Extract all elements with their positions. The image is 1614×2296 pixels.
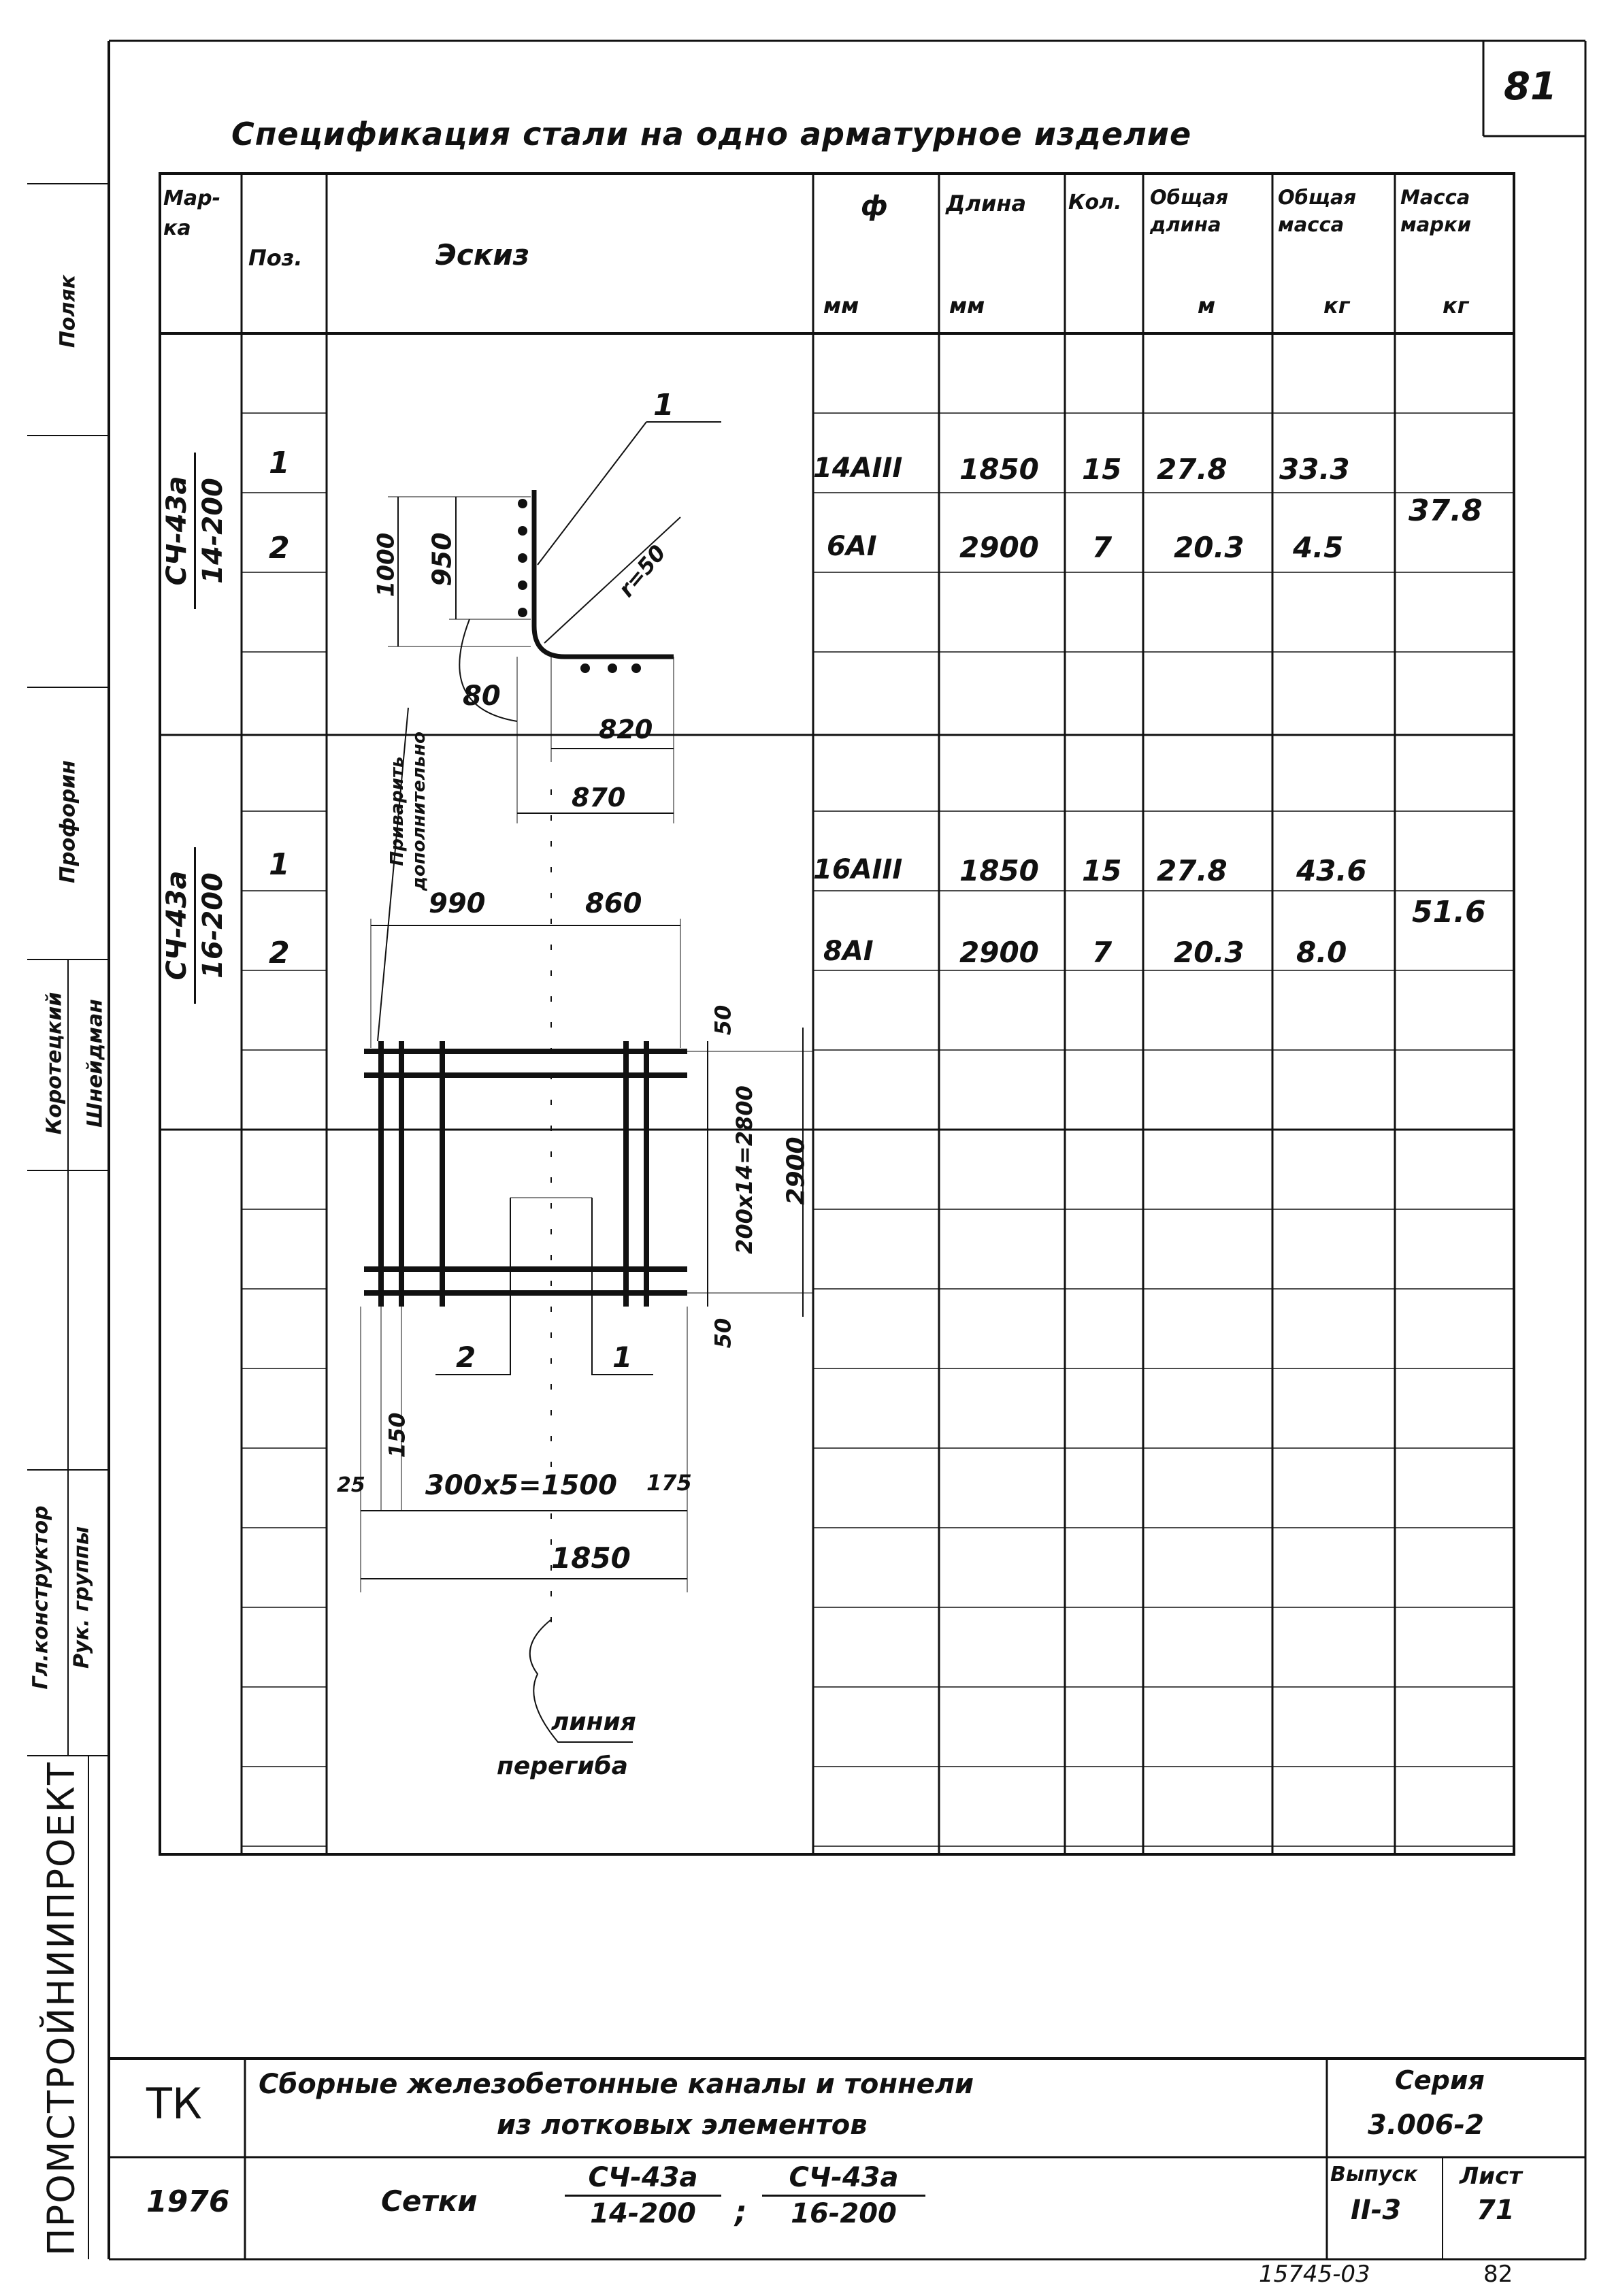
col-header-total-mass: Общая масса [1278, 186, 1357, 236]
group-2-marka-top: СЧ-43а [160, 847, 196, 1004]
col-header-diam: ф [861, 191, 888, 222]
group-1-marka-top: СЧ-43а [160, 453, 196, 609]
g2-r1-qty: 15 [1082, 854, 1122, 887]
g1-mark-mass: 37.8 [1409, 493, 1483, 528]
col-header-diam-unit: мм [823, 293, 859, 318]
footer-frac1-bottom: 14-200 [590, 2198, 696, 2229]
g1-r1-diam: 14АIII [813, 453, 903, 484]
col-header-total-length: Общая длина [1150, 186, 1229, 236]
stamp-org: ПРОМСТРОЙНИИПРОЕКТ [39, 1761, 83, 2256]
dim-50b: 50 [710, 1317, 736, 1349]
footer-sheet-value: 71 [1477, 2195, 1515, 2226]
g1-r1-total-length: 27.8 [1157, 453, 1228, 486]
footer-bottom-code: 15745-03 [1259, 2261, 1370, 2288]
g1-r1-qty: 15 [1082, 453, 1122, 486]
dim-1850: 1850 [551, 1541, 631, 1575]
dim-870: 870 [572, 783, 626, 813]
g1-r1-length: 1850 [959, 453, 1039, 486]
g2-r2-poz: 2 [269, 936, 290, 970]
sketch-pos1: 1 [612, 1341, 633, 1374]
dim-300x5: 300x5=1500 [425, 1470, 617, 1501]
footer-year: 1976 [146, 2184, 230, 2219]
dim-r50: r=50 [613, 540, 672, 602]
g1-r2-poz: 2 [269, 531, 290, 565]
sketch-bend-line-1: линия [551, 1708, 636, 1736]
col-header-length-unit: мм [949, 293, 985, 318]
group-1-marka [160, 453, 242, 609]
dim-150: 150 [384, 1412, 410, 1458]
g2-r2-total-length: 20.3 [1174, 936, 1245, 969]
dim-860: 860 [585, 888, 642, 919]
col-header-eskiz: Эскиз [435, 238, 530, 272]
col-header-mark-mass: Масса марки [1400, 186, 1472, 236]
g2-r2-qty: 7 [1092, 936, 1113, 969]
col-header-qty: Кол. [1068, 191, 1122, 214]
col-header-total-mass-unit: кг [1323, 293, 1350, 318]
dim-80: 80 [463, 680, 501, 712]
sketch-pos1-top: 1 [653, 388, 674, 423]
footer-separator: ; [735, 2195, 747, 2229]
dim-175: 175 [646, 1470, 692, 1496]
g2-r1-total-length: 27.8 [1157, 854, 1228, 887]
g2-r1-poz: 1 [269, 847, 290, 882]
g1-r2-total-mass: 4.5 [1293, 531, 1344, 564]
footer-subtitle: Сетки [381, 2184, 478, 2218]
dim-1000: 1000 [372, 532, 400, 597]
sketch-bend-line-2: перегиба [497, 1752, 628, 1780]
col-header-length: Длина [946, 191, 1027, 216]
footer-frac2-bottom: 16-200 [791, 2198, 897, 2229]
g1-r2-length: 2900 [959, 531, 1039, 564]
col-header-mark-mass-unit: кг [1443, 293, 1469, 318]
group-1-marka-bottom: 14-200 [197, 478, 229, 584]
g2-r2-total-mass: 8.0 [1296, 936, 1347, 969]
footer-title-line2: из лотковых элементов [497, 2110, 868, 2141]
group-2-marka [160, 847, 242, 1004]
dim-200x14: 200x14=2800 [731, 1085, 757, 1254]
footer-series-label: Серия [1395, 2065, 1485, 2095]
footer-bottom-page: 82 [1483, 2261, 1513, 2288]
col-header-total-length-unit: м [1198, 293, 1216, 318]
g2-r1-total-mass: 43.6 [1296, 854, 1367, 887]
footer-frac1-top: СЧ-43а [565, 2161, 721, 2197]
dim-950: 950 [427, 532, 457, 587]
g2-mark-mass: 51.6 [1412, 895, 1486, 930]
sketch-note: Приварить дополнительно [387, 732, 429, 891]
g2-r1-length: 1850 [959, 854, 1039, 887]
group-2-marka-bottom: 16-200 [197, 872, 229, 979]
stamp-name-polyak: Поляк [56, 274, 80, 348]
g2-r1-diam: 16АIII [813, 854, 903, 885]
sheet-number-top: 81 [1504, 65, 1557, 109]
page-title: Спецификация стали на одно арматурное изделие [231, 116, 1192, 152]
footer-issue-value: II-3 [1351, 2195, 1402, 2226]
g2-r2-diam: 8АI [823, 936, 874, 967]
g1-r1-poz: 1 [269, 446, 290, 480]
footer-title-line1: Сборные железобетонные каналы и тоннели [259, 2069, 974, 2100]
dim-2900: 2900 [782, 1136, 810, 1205]
g1-r1-total-mass: 33.3 [1279, 453, 1350, 486]
g1-r2-diam: 6АI [827, 531, 877, 562]
footer-sheet-label: Лист [1460, 2163, 1522, 2190]
stamp-name-shneidman: Шнейдман [83, 999, 108, 1128]
footer-fraction-2 [762, 2161, 925, 2231]
dim-50a: 50 [710, 1004, 736, 1036]
sketch-pos2: 2 [456, 1341, 476, 1374]
g1-r2-total-length: 20.3 [1174, 531, 1245, 564]
footer-issue-label: Выпуск [1330, 2163, 1418, 2186]
stamp-role-chief: Гл.конструктор [29, 1505, 53, 1690]
footer-series-value: 3.006-2 [1368, 2110, 1484, 2141]
col-header-poz: Поз. [248, 245, 303, 271]
stamp-role-group-lead: Рук. группы [69, 1526, 94, 1669]
footer-frac2-top: СЧ-43а [762, 2161, 925, 2197]
dim-820: 820 [599, 715, 653, 744]
footer-fraction-1 [565, 2161, 721, 2231]
g2-r2-length: 2900 [959, 936, 1039, 969]
g1-r2-qty: 7 [1092, 531, 1113, 564]
stamp-name-proforin: Профорин [56, 760, 80, 883]
col-header-marka: Мар-ка [163, 186, 221, 240]
dim-25: 25 [337, 1473, 365, 1497]
dim-990: 990 [429, 888, 486, 919]
stamp-name-korotetsky: Коротецкий [42, 991, 67, 1135]
footer-code: ТК [146, 2079, 202, 2129]
